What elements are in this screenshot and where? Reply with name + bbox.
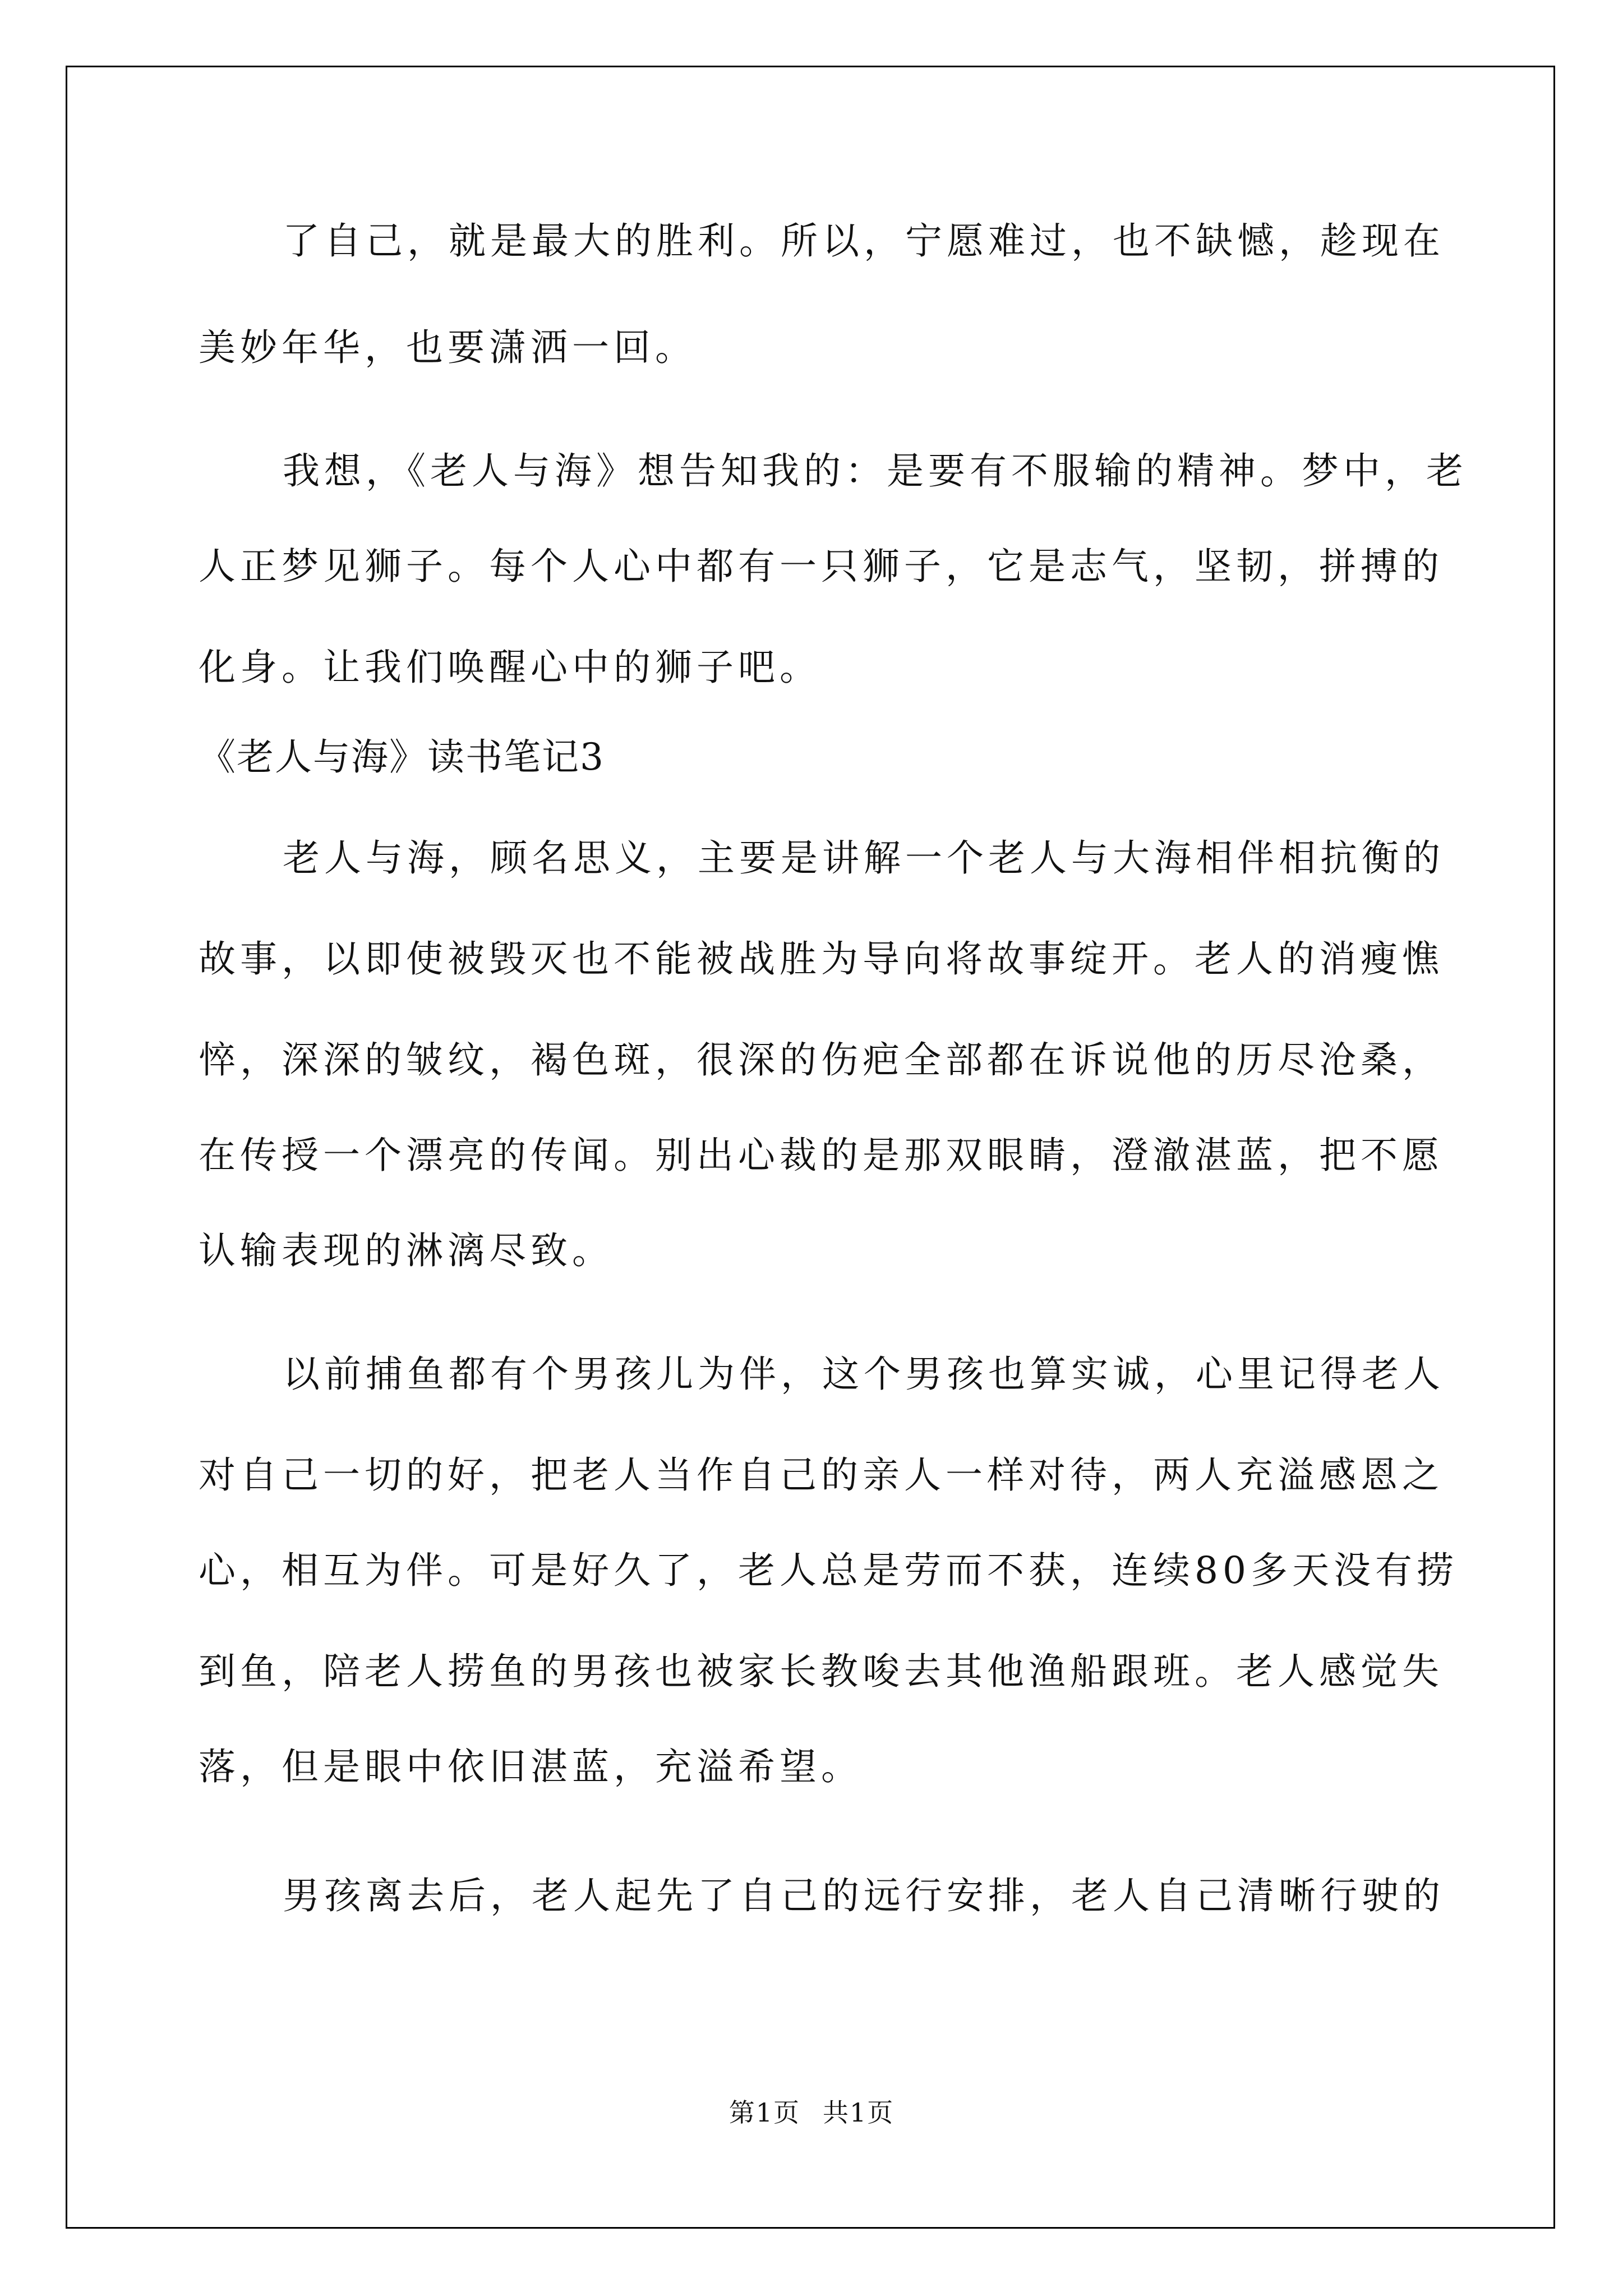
- text-line: 认输表现的淋漓尽致。: [199, 1229, 614, 1272]
- text-line: 了自己，就是最大的胜利。所以，宁愿难过，也不缺憾，趁现在: [283, 219, 1445, 263]
- text-line: 心，相互为伴。可是好久了，老人总是劳而不获，连续80多天没有捞: [199, 1549, 1458, 1592]
- text-line: 化身。让我们唤醒心中的狮子吧。: [199, 646, 821, 689]
- text-line: 故事，以即使被毁灭也不能被战胜为导向将故事绽开。老人的消瘦憔: [199, 937, 1444, 981]
- text-line: 老人与海，顾名思义，主要是讲解一个老人与大海相伴相抗衡的: [283, 836, 1445, 880]
- text-line: 美妙年华，也要潇洒一回。: [199, 326, 697, 369]
- text-line: 对自己一切的好，把老人当作自己的亲人一样对待，两人充溢感恩之: [199, 1453, 1444, 1497]
- page-total: 共1页: [823, 2097, 895, 2128]
- text-line: 到鱼，陪老人捞鱼的男孩也被家长教唆去其他渔船跟班。老人感觉失: [199, 1650, 1444, 1693]
- text-line: 在传授一个漂亮的传闻。别出心裁的是那双眼睛，澄澈湛蓝，把不愿: [199, 1134, 1444, 1177]
- text-line: 人正梦见狮子。每个人心中都有一只狮子，它是志气，坚韧，拼搏的: [199, 545, 1444, 588]
- page-footer: [0, 2092, 1623, 2129]
- section-heading: 《老人与海》读书笔记3: [199, 735, 605, 779]
- text-line: 落，但是眼中依旧湛蓝，充溢希望。: [199, 1745, 863, 1788]
- text-line: 我想，《老人与海》想告知我的：是要有不服输的精神。梦中，老: [283, 449, 1468, 493]
- text-line: 悴，深深的皱纹，褐色斑，很深的伤疤全部都在诉说他的历尽沧桑，: [199, 1038, 1444, 1082]
- page-number: 第1页: [728, 2097, 800, 2128]
- text-line: 男孩离去后，老人起先了自己的远行安排，老人自己清晰行驶的: [283, 1874, 1445, 1917]
- text-line: 以前捕鱼都有个男孩儿为伴，这个男孩也算实诚，心里记得老人: [283, 1352, 1445, 1396]
